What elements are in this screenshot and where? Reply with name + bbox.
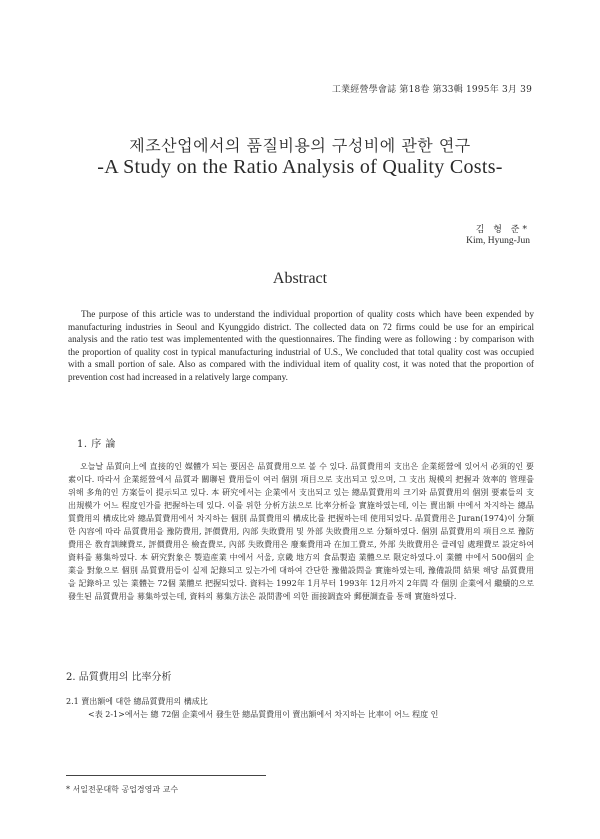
section-2-heading: 2. 品質費用의 比率分析 xyxy=(66,672,172,683)
title-korean: 제조산업에서의 품질비용의 구성비에 관한 연구 xyxy=(129,136,471,155)
section-1-heading: 1. 序 論 xyxy=(77,439,116,450)
abstract-heading: Abstract xyxy=(272,270,328,287)
abstract-body: The purpose of this article was to understand the individual proportion of quality costs which have been expended by manufacturing industries in Seoul and Kyunggido district. The collected data on 72 firms could be use for an empirical analysis and the ratio test was implementented with the questionnaires. The finding were as following : by comparison with the proportion of quality cost in typical manufacturing industrial of U.S., We concluded that total quality cost was occupied with a small portion of sale. Also as compared with the individual item of quality cost, it was noted that the proportion of prevention cost had increased in a relatively large company. xyxy=(68,309,534,382)
section-1-body: 오늘날 品質向上에 直接的인 媒體가 되는 要因은 品質費用으로 볼 수 있다. 品質費用의 支出은 企業經營에 있어서 必須的인 要素이다. 따라서 企業經營에서 品質과 關聯된 費用들이 여러 個別 項目으로 支出되고 있으며, 그 支出 規模의 把握과 效率的 管理를 위해 多角的인 方案들이 提示되고 있다. 本 硏究에서는 企業에서 支出되고 있는 總品質費用의 크기와 品質費用의 個別 要素들의 支出規模가 어느 程度인가를 把握하는데 있다. 이를 위한 分析方法으로 比率分析을 實施하였는데, 이는 賣出額 中에서 차지하는 總品質費用의 構成比와 總品質費用에서 차지하는 個別 品質費用의 構成比를 把握하는데 使用되었다. 品質費用은 Juran(1974)이 分類한 內容에 따라 品質費用을 豫防費用, 評價費用, 內部 失敗費用 및 外部 失敗費用으로 分類하였다. 個別 品質費用의 項目으로 豫防費用은 敎育訓練費로, 評價費用은 檢査費로, 內部 失敗費用은 廢棄費用과 在加工費로, 外部 失敗費用은 클레임 處理費로 設定하여 資料를 募集하였다. 本 硏究對象은 製造産業 中에서 서울, 京畿 地方의 食品製造 業體으로 限定하였다.이 業體 中에서 500個의 企業을 對象으로 個別 品質費用들이 실제 記錄되고 있는가에 대하여 간단한 豫備設問을 實施하였는데, 豫備設問 結果 해당 品質費用을 記錄하고 있는 業體는 72個 業體로 把握되었다. 資料는 1992年 1月부터 1993年 12月까지 2年間 각 個別 企業에서 繼續的으로 發生된 品質費用을 募集하였는데, 資料의 募集方法은 設問書에 의한 面接調査와 郵便調査를 통해 實施하였다. xyxy=(68,462,534,601)
running-head: 工業經營學會誌 第18卷 第33輯 1995年 3月 39 xyxy=(331,85,532,95)
author-english: Kim, Hyung-Jun xyxy=(466,236,530,246)
section-2-1-body: <表 2-1>에서는 總 72個 企業에서 發生한 總品質費用이 賣出額에서 차지하는 比率이 어느 程度 인 xyxy=(88,710,439,719)
author-korean: 김 형 준* xyxy=(475,225,530,235)
title-english: -A Study on the Ratio Analysis of Quality Costs- xyxy=(97,156,503,178)
subsection-2-1-heading: 2.1 賣出額에 대한 總品質費用의 構成比 xyxy=(66,697,208,706)
footnote: * 서일전문대학 공업경영과 교수 xyxy=(66,785,179,794)
footnote-divider xyxy=(66,775,266,776)
